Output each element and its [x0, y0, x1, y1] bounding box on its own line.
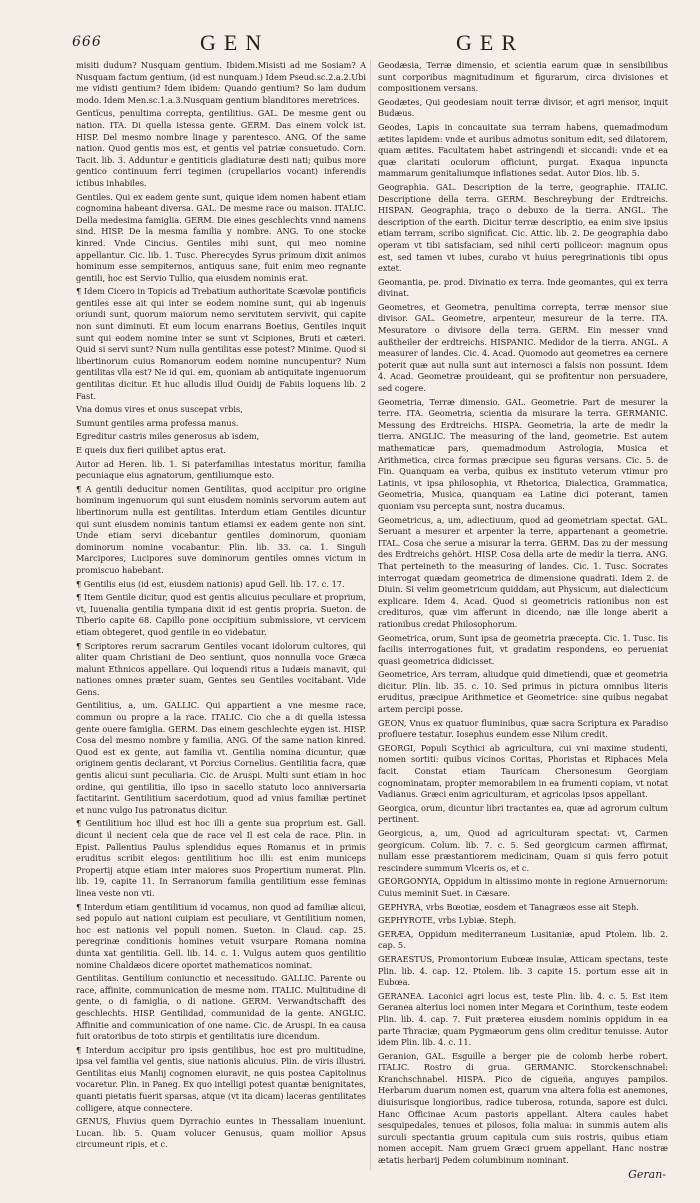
entry-paragraph: ¶ Idem Cicero in Topicis ad Trebatium authoritate Scævolæ pontificis gentiles esse ait qui inter se eodem nomine sunt, qui ab ingenuis oriundi sunt, quorum maiorum nemo servitutem servivit, qui capite non sunt diminuti. Et eum locum enarrans Boetius, Gentiles inquit sunt qui eodem nomine inter se sunt vt Scipiones, Bruti et cæteri. Quid si servi sunt? Num nulla gentilitas esse potest? Minime. Quod si libertinorum cuius Romanorum eodem nomine nuncupentur? Num gentilitas vlla est? Ne id qui. em, quoniam ab antiquitate ingenuorum gentilitas dicitur. Et huc alludis illud Ouidij de Fabiis loquens lib. 2 Fast.	[76, 286, 366, 401]
page-number: 666	[72, 34, 102, 50]
entry-paragraph: ¶ Gentilis eius (id est, eiusdem nationis) apud Gell. lib. 17. c. 17.	[76, 578, 345, 589]
right-column	[378, 60, 668, 1180]
entry-paragraph: ¶ Interdum etiam gentilitium id vocamus, non quod ad familiæ alicui, sed populo aut nationi cuipiam est peculiare, vt Gentilitium nomen, hoc est nationis vel populi nomen. Sueton. in Claud. cap. 25. peregrinæ conditionis homines vetuit vsurpare Romana nomina dunta xat gentilitia. Gell. lib. 14. c. 1. Vulgus autem quos gentilitio nomine Chaldæos dicere oportet mathematicos nominat.	[76, 901, 366, 970]
entry-paragraph: Geodes, Lapis in concauitate sua terram habens, quemadmodum ætites lapidem: vnde et auribus admotus sonitum edit, sed dilatorem, quam ætites. Facultatem habet astringendi et siccandi: vnde et ea quæ claritati oculorum officiunt, purgat. Exaqua inpuncta mammarum genitaliumque inflationes sedat. Autor Dios. lib. 5.	[378, 121, 668, 179]
entry-paragraph: GEPHYROTE, vrbs Lybiæ. Steph.	[378, 915, 517, 926]
entry-paragraph: misiti dudum? Nusquam gentium. Ibidem.Misisti ad me Sosiam? A Nusquam factum gentium, (id est nunquam.) Idem Pseud.sc.2.a.2.Ubi me vidisti gentium? Idem ibidem: Quando gentium? So lam dudum modo. Idem Men.sc.1.a.3.Nusquam gentium blanditores meretrices.	[76, 60, 366, 105]
entry-paragraph: Geodæsia, Terræ dimensio, et scientia earum quæ in sensibilibus sunt corporibus magnitudinum et figurarum, circa divisiones et compositionem versans.	[378, 60, 668, 94]
left-column	[76, 60, 366, 1180]
entry-paragraph: GERAESTUS, Promontorium Eubœæ insulæ, Atticam spectans, teste Plin. lib. 4. cap. 12. Ptolem. lib. 3 capite 15. portum esse ait in Eubœa.	[378, 953, 668, 988]
entry-paragraph: Georgica, orum, dicuntur libri tractantes ea, quæ ad agrorum cultum pertinent.	[378, 802, 668, 825]
entry-paragraph: GEPHYRA, vrbs Bœotiæ, eosdem et Tanagræos esse ait Steph.	[378, 901, 639, 912]
entry-paragraph: Gentiles. Qui ex eadem gente sunt, quique idem nomen habent etiam cognomina habeant diversa. GAL. De mesme race ou maison. ITALIC. Della medesima famiglia. GERM. Die eines geschlechts vnnd namens sind. HISP. De la mesma familia y nombre. ANG. To one stocke kinred. Vnde Cincius. Gentiles mihi sunt, qui meo nomine appellantur. Cic. lib. 1. Tusc. Pherecydes Syrus primum dixit animos hominum esse sempiternos, antiquus sane, fuit enim meo regnante gentili, hoc est Servio Tullio, qua eiusdem nominis erat.	[76, 191, 366, 283]
entry-paragraph: Geodætes, Qui geodesiam nouit terræ divisor, et agri mensor, inquit Budæus.	[378, 96, 668, 119]
entry-paragraph: GEORGONYIA, Oppidum in altissimo monte in regione Arnuernorum: Cuius meminit Suet. in Cæsare.	[378, 876, 668, 898]
entry-paragraph: Georgicus, a, um, Quod ad agriculturam spectat: vt, Carmen georgicum. Colum. lib. 7. c. 5. Sed georgicum carmen affirmat, nullam esse præstantiorem medicinam, Quam si quis ferro potuit rescindere summum Vlceris os, et c.	[378, 828, 668, 873]
entry-paragraph: GEON, Vnus ex quatuor fluminibus, quæ sacra Scriptura ex Paradiso profluere testatur. Iosephus eundem esse Nilum credit.	[378, 717, 668, 740]
entry-paragraph: Egreditur castris miles generosus ab isdem,	[76, 431, 260, 442]
column-divider	[370, 60, 371, 1170]
entry-paragraph: GEORGI, Populi Scythici ab agricultura, cui vni maxime studenti, nomen sortiti: quibus vicinos Coritas, Phoristas et Riphaces Mela facit. Constat etiam Tauricam Chersonesum Georgiam cognominatam, propter memorabilem in ea frumenti copiam, vt notat Vadianus. Græci enim agriculturam, et agricolas ipsos appellant.	[378, 742, 668, 800]
entry-paragraph: Geomantia, pe. prod. Divinatio ex terra. Inde geomantes, qui ex terra divinat.	[378, 276, 668, 299]
entry-paragraph: Geometria, Terræ dimensio. GAL. Geometrie. Part de mesurer la terre. ITA. Geometria, scientia da misurare la terra. GERMANIC. Messung des Erdtreichs. HISPA. Geometria, la arte de medir la tierra. ANGLIC. The measuring of the land, geometrie. Est autem mathematicæ pars, quemadmodum Astrologia, Musica et Arithmetica, circa formas præcipue seu figuras versans. Cic. 5. de Fin. Quanquam ea verba, quibus ex instituto veterum vtimur pro Latinis, vt ipsa philosophia, vt Rhetorica, Dialectica, Grammatica, Geometria, Musica, quanquam ea Latine dici poterant, tamen quoniam vsu percepta sunt, nostra ducamus.	[378, 396, 668, 511]
entry-paragraph: E queis dux fieri quilibet aptus erat.	[76, 445, 226, 455]
entry-paragraph: Vna domus vires et onus suscepat vrbis,	[76, 404, 243, 415]
entry-paragraph: GENUS, Fluvius quem Dyrrachio euntes in Thessaliam inueniunt. Lucan. lib. 5. Quam volucer Genusus, quam mollior Apsus circumeunt ripis, et c.	[76, 1116, 366, 1150]
entry-paragraph: Geometres, et Geometra, penultima correpta, terræ mensor siue divisor. GAL. Geometre, arpenteur, mesureur de la terre. ITA. Mesuratore o divisore della terra. GERM. Ein messer vnnd außtheiler der erdtreichs. HISPANIC. Medidor de la tierra. ANGL. A measurer of landes. Cic. 4. Acad. Quomodo aut geometres ea cernere poterit quæ aut nulla sunt aut internosci a falsis non possunt. Idem 4. Acad. Geometræ prouideant, qui se profitentur non persuadere, sed cogere.	[378, 301, 668, 394]
entry-paragraph: Autor ad Heren. lib. 1. Si paterfamilias intestatus moritur, familia pecuniaque eius agnatorum, gentiliumque esto.	[76, 458, 366, 481]
entry-paragraph: GERÆA, Oppidum mediterraneum Lusitaniæ, apud Ptolem. lib. 2. cap. 5.	[378, 928, 668, 951]
entry-paragraph: Geometrica, orum, Sunt ipsa de geometria præcepta. Cic. 1. Tusc. Iis facilis interrogationes fuit, vt gradatim respondens, eo perueniat quasi geometrica didicisset.	[378, 632, 668, 666]
entry-paragraph: Geometricus, a, um, adiectiuum, quod ad geometriam spectat. GAL. Seruant a mesurer et arpenter la terre, appartenant a geometrie. ITAL. Cosa che serue a misurar la terra. GERM. Das zu der messung des Erdtreichs gehört. HISP. Cosa della arte de medir la tierra. ANG. That perteineth to the measuring of landes. Cic. 1. Tusc. Socrates interrogat quædam geometrica de dimensione quadrati. Idem 2. de Diuin. Si velim geometricum quiddam, aut Physicum, aut dialecticum explicare. Idem 4. Acad. Quod si geometricis rationibus non est credituros, quæ vim afferunt in dicendo, næ ille longe aberit a rationibus credat Philosophorum.	[378, 514, 668, 629]
running-head-left: GEN	[200, 30, 270, 55]
entry-paragraph: ¶ Item Gentile dicitur, quod est gentis alicuius peculiare et proprium, vt, Iuuenalia gentilia tympana dixit id est gentis propria. Sueton. de Tiberio capite 68. Capillo pone occipitium submissiore, vt cervicem etiam obtegeret, quod gentile in eo videbatur.	[76, 592, 366, 637]
entry-paragraph: Sumunt gentiles arma professa manus.	[76, 417, 239, 428]
catchword: Geran-	[628, 1168, 666, 1181]
entry-paragraph: Gentilitas. Gentilium coniunctio et necessitudo. GALLIC. Parente ou race, affinite, communication de mesme nom. ITALIC. Multitudine di gente, o di famiglia, o di natione. GERM. Verwandtschafft des geschlechts. HISP. Gentilidad, communidad de la gente. ANGLIC. Affinitie and communication of one name. Cic. de Aruspi. In ea causa fuit oratoribus de toto stirpis et gentilitatis iure dicendum.	[76, 973, 366, 1042]
running-head-right: GER	[456, 30, 524, 55]
entry-paragraph: ¶ Scriptores rerum sacrarum Gentiles vocant idolorum cultores, qui aliter quam Christiani de Deo sentiunt, quos nonnulla voce Græca malunt Ethnicos appellare. Qui loquendi ritus a Iudæis manavit, qui nationes omnes præter suam, Gentes seu Gentiles vocitabant. Vide Gens.	[76, 640, 366, 697]
entry-paragraph: ¶ Interdum accipitur pro ipsis gentilibus, hoc est pro multitudine, ipsa vel familia vel gentis, siue nationis alicuius. Plin. de viris illustri. Gentilitas eius Manlij cognomen eiuravit, ne quis postea Capitolinus vocaretur. Plin. in Paneg. Ex quo intelligi potest quantæ benignitates, quanti pietatis fuerit sparsas, atque (vt ita dicam) laceras gentilitates colligere, atque connectere.	[76, 1044, 366, 1113]
entry-paragraph: Gentĭcus, penultima correpta, gentilitius. GAL. De mesme gent ou nation. ITA. Di quella istessa gente. GERM. Das einem volck ist. HISP. Del mesmo nombre linage y parentesco. ANG. Of the same nation. Quod gentis mos est, et gentis vel patriæ consuetudo. Corn. Tacit. lib. 3. Adduntur e gentiticis gladiaturæ desti nati; quibus more gentico continuum ferri tegimen (crupellarios vocant) inferendis ictibus inhabiles.	[76, 108, 366, 188]
entry-paragraph: ¶ A gentili deducitur nomen Gentilitas, quod accipitur pro origine hominum ingenuorum qui sunt eiusdem nominis servorum autem aut libertinorum nulla est gentilitas. Interdum etiam Gentiles dicuntur qui sunt eiusdem nominis tantum etiamsi ex eadem gente non sint. Unde etiam servi dicebantur gentiles dominorum, quoniam dominorum nomine vocabantur. Plin. lib. 33. ca. 1. Singuli Marcipores, Lucipores suve dominorum gentiles omnes victum in promiscuo habebant.	[76, 483, 366, 575]
entry-paragraph: Geranion, GAL. Esguille a berger pie de colomb herbe robert. ITALIC. Rostro di grua. GERMANIC. Storckenschnabel: Kranchschnabel. HISPA. Pico de cigueña, anguyes pampilos. Herbarum duarum nomen est, quarum vna altera folia est anemones, diuisurisque longioribus, radice tuberosa, rotunda, sapore est dulci. Hanc Officinae Acum pastoris appellant. Altera caules habet sesquipedales, tenues et pilosos, folia malua: in summis autem alis surculi spectantia gruum capitula cum suis rostris, quibus etiam nomen accepit. Nam gruem Græci gruem appellant. Hanc nostræ ætatis herbarij Pedem columbinum nominant.	[378, 1050, 668, 1166]
entry-paragraph: ¶ Gentilitium hoc illud est hoc illi a gente sua proprium est. Gall. dicunt il necient cela que de race vel Il est cela de race. Plin. in Epist. Pallentius Paulus splendidus eques Romanus et in primis eruditus scribit elegos: gentilitium hoc illi: est enim municeps Propertij atque etiam inter maiores suos Propertium numerat. Plin. lib. 19, capite 11. In Serranorum familia gentilitium esse feminas linea veste non vti.	[76, 818, 366, 898]
entry-paragraph: Geographia. GAL. Description de la terre, geographie. ITALIC. Descriptione della terra. GERM. Beschreybung der Erdtreichs. HISPAN. Geographia, traço o debuxo de la tierra. ANGL. The description of the earth. Dicitur terræ descriptio, ea enim sive ipsius etiam terram, scribo significat. Cic. Attic. lib. 2. De geographia dabo operam vt tibi satisfaciam, sed nihil certi polliceor: magnum opus est, sed tamen vt iubes, curabo vt huius peregrinationis tibi opus extet.	[378, 181, 668, 274]
entry-paragraph: Gentilitius, a, um. GALLIC. Qui appartient a vne mesme race, commun ou propre a la race. ITALIC. Cio che a di quella istessa gente ouere famiglia. GERM. Das einem geschlechte eygen ist. HISP. Cosa del mesmo nombre y familia. ANG. Of the same nation kinred. Quod est ex gente, aut familia vt. Gentilia nomina dicuntur, quæ originem gentis declarant, vt Porcius Cornelius. Gentilitia facra, quæ gentis alicui sunt peculiaria. Cic. de Aruspi. Multi sunt etiam in hoc ordine, qui gentilitia, illo ipso in sacello statuto loco anniversaria factitarint. Gentilitium sacerdotium, quod ad vnius familiæ pertinet et nunc vulgo Ius patronatus dicitur.	[76, 700, 366, 815]
entry-paragraph: Geometrice, Ars terram, aliudque quid dimetiendi, quæ et geometria dicitur. Plin. lib. 35. c. 10. Sed primus in pictura omnibus literis eruditus, præcipue Arithmetice et Geometrice: sine quibus negabat artem percipi posse.	[378, 669, 668, 715]
entry-paragraph: GERANEA. Laconici agri locus est, teste Plin. lib. 4. c. 5. Est item Geranea alterius loci nomen inter Megara et Corinthum, teste eodem Plin. lib. 4. cap. 7. Fuit præterea eiusdem nominis oppidum in ea parte Thraciæ, quam Pygmæorum gens olim creditur tenuisse. Autor idem Plin. lib. 4. c. 11.	[378, 990, 668, 1048]
